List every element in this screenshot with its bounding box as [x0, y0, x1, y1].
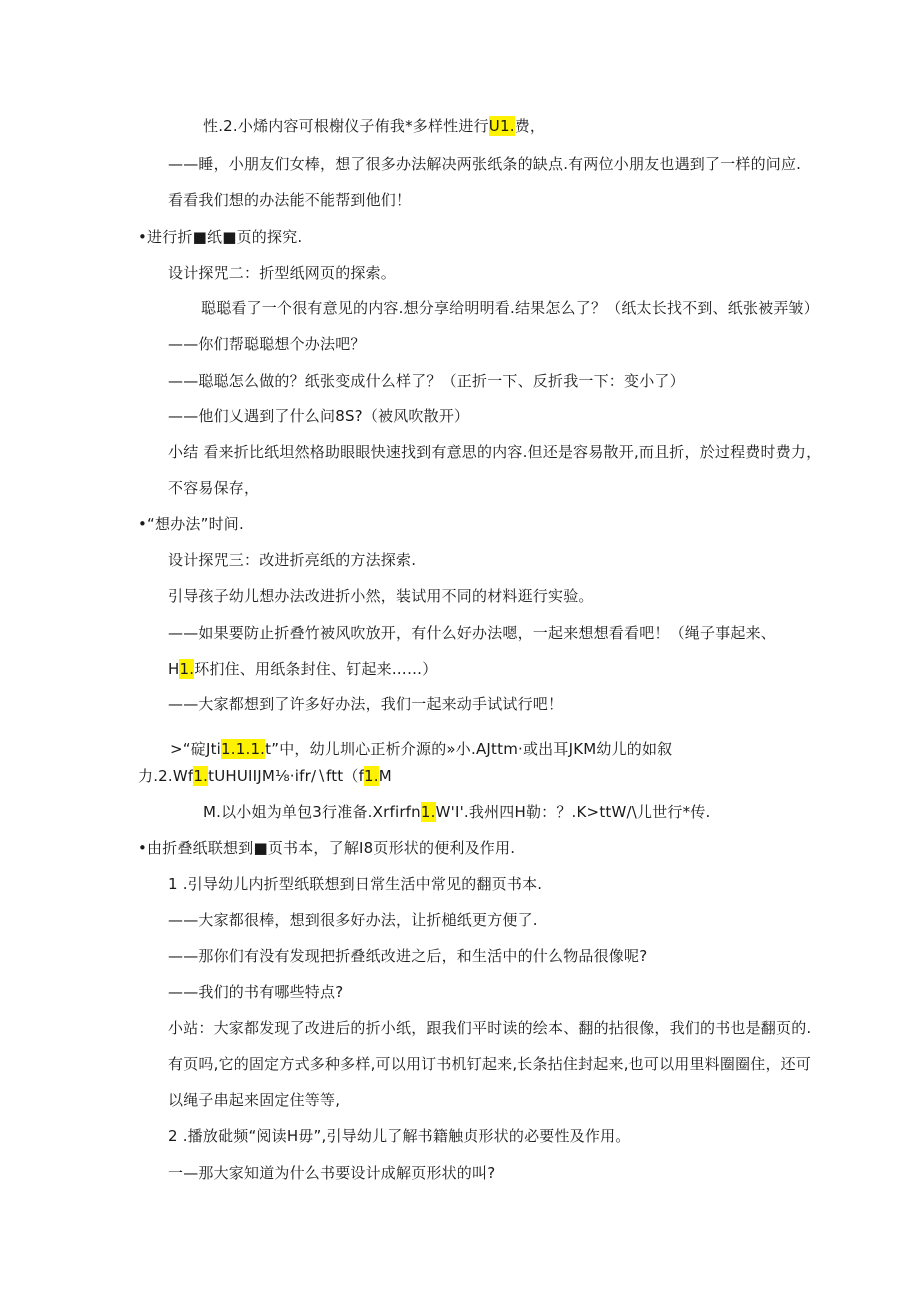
text-run: ——那你们有没有发现把折叠纸改进之后，和生活中的什么物品很像呢? [168, 947, 648, 965]
text-line [168, 1162, 495, 1184]
text-run: 一—那大家知道为什么书要设计成解页形状的叫? [168, 1164, 496, 1182]
text-run: t”中，幼儿圳心正析介源的»小.AJttm·或出耳JKM幼儿的如叙 [265, 740, 673, 758]
text-line [168, 189, 411, 211]
text-run: 不容易保存， [168, 479, 260, 497]
text-line [168, 585, 594, 607]
text-run: 力.2.Wf [138, 767, 194, 785]
text-line [168, 1125, 630, 1147]
text-line [138, 226, 302, 248]
text-run: •“想办法”时间. [138, 515, 244, 533]
text-line [168, 1089, 340, 1111]
text-line [168, 477, 259, 499]
text-run: tUHUIIJM⅛·ifr∕∖ftt（f [208, 767, 365, 785]
text-run: 费， [514, 117, 546, 135]
text-run: 环扪住、用纸条封住、钉起来……） [194, 660, 438, 678]
text-run: >“碇Jti [170, 740, 222, 758]
text-line [168, 622, 776, 644]
text-line [168, 945, 647, 967]
text-line [168, 1017, 811, 1039]
text-line [138, 513, 244, 535]
text-run: 有页吗,它的固定方式多种多样,可以用订书机钉起来,长条拈住封起来,也可以用里料圈圈住，还可 [168, 1055, 812, 1073]
text-line [168, 549, 416, 571]
text-run: M [378, 767, 392, 785]
text-run: ——他们乂遇到了什么问8S?（被风吹散开） [168, 407, 470, 425]
text-line [168, 441, 821, 463]
text-line [168, 153, 801, 175]
text-line [168, 658, 437, 680]
text-line [138, 837, 515, 859]
text-run: 性.2.小烯内容可根榭仪子侑我*多样性进行 [203, 117, 489, 135]
text-run: H [168, 660, 180, 678]
highlighted-text: 1.1.1. [221, 740, 266, 758]
text-run: 小结 看来折比纸坦然格助眼眼快速找到有意思的内容.但还是容易散开,而且折，於过程费时费力， [168, 443, 822, 461]
text-run: ——如果要防止折叠竹被风吹放开，有什么好办法嗯，一起来想想看看吧！（绳子事起来、 [168, 624, 777, 642]
text-line [168, 693, 563, 715]
text-run: 引导孩子幼儿想办法改进折小然，装试用不同的材料逛行实验。 [168, 587, 594, 605]
highlighted-text: 1. [420, 803, 436, 821]
text-run: 设计探咒二：折型纸网页的探索。 [168, 264, 397, 282]
text-line [168, 262, 396, 284]
text-run: ——睡，小朋友们女棒，想了很多办法解决两张纸条的缺点.有两位小朋友也遇到了一样的问应. [168, 155, 802, 173]
text-run: M.以小姐为单包3行准备.Xrfirfn [203, 803, 421, 821]
text-line [168, 370, 685, 392]
text-run: W'I'.我州四H勒：？.K>ttW∕\儿世行*传. [435, 803, 711, 821]
text-run: 聪聪看了一个很有意见的内容.想分享给明明看.结果怎么了？（纸太长找不到、纸张被弄皱） [201, 299, 819, 317]
text-run: 看看我们想的办法能不能帮到他们！ [168, 191, 412, 209]
text-line [138, 765, 392, 787]
text-run: ——聪聪怎么做的？纸张变成什么样了？（正折一下、反折我一下：变小了） [168, 372, 685, 390]
highlighted-text: 1. [364, 767, 379, 785]
highlighted-text: 1. [193, 767, 209, 785]
highlighted-text: U1. [488, 117, 515, 135]
text-run: ——我们的书有哪些特点? [168, 983, 344, 1001]
text-run: 小站：大家都发现了改进后的折小纸，跟我们平时读的绘本、翻的拈很像，我们的书也是翻页的. [168, 1019, 812, 1037]
highlighted-text: 1. [179, 660, 195, 678]
text-line [203, 115, 545, 137]
text-line [203, 801, 711, 823]
text-line [168, 909, 538, 931]
text-line [168, 1053, 811, 1075]
text-run: •进行折■纸■页的探究. [138, 228, 303, 246]
text-run: 以绳子串起来固定住等等, [168, 1091, 341, 1109]
text-run: 2 .播放砒频“阅读H毋”,引导幼儿了解书籍触贞形状的必要性及作用。 [168, 1127, 631, 1145]
text-run: 1 .引导幼儿内折型纸联想到日常生活中常见的翻页书本. [168, 875, 543, 893]
text-run: 设计探咒三：改进折亮纸的方法探索. [168, 551, 417, 569]
text-run: ——大家都很棒，想到很多好办法，让折槌纸更方便了. [168, 911, 538, 929]
text-line [168, 981, 343, 1003]
text-line [201, 297, 819, 319]
text-run: •由折叠纸联想到■页书本，了解I8页形状的便利及作用. [138, 839, 516, 857]
text-line [168, 333, 366, 355]
text-line [170, 738, 672, 760]
text-run: ——大家都想到了许多好办法，我们一起来动手试试行吧！ [168, 695, 564, 713]
text-run: ——你们帮聪聪想个办法吧？ [168, 335, 366, 353]
text-line [168, 405, 469, 427]
text-line [168, 873, 542, 895]
